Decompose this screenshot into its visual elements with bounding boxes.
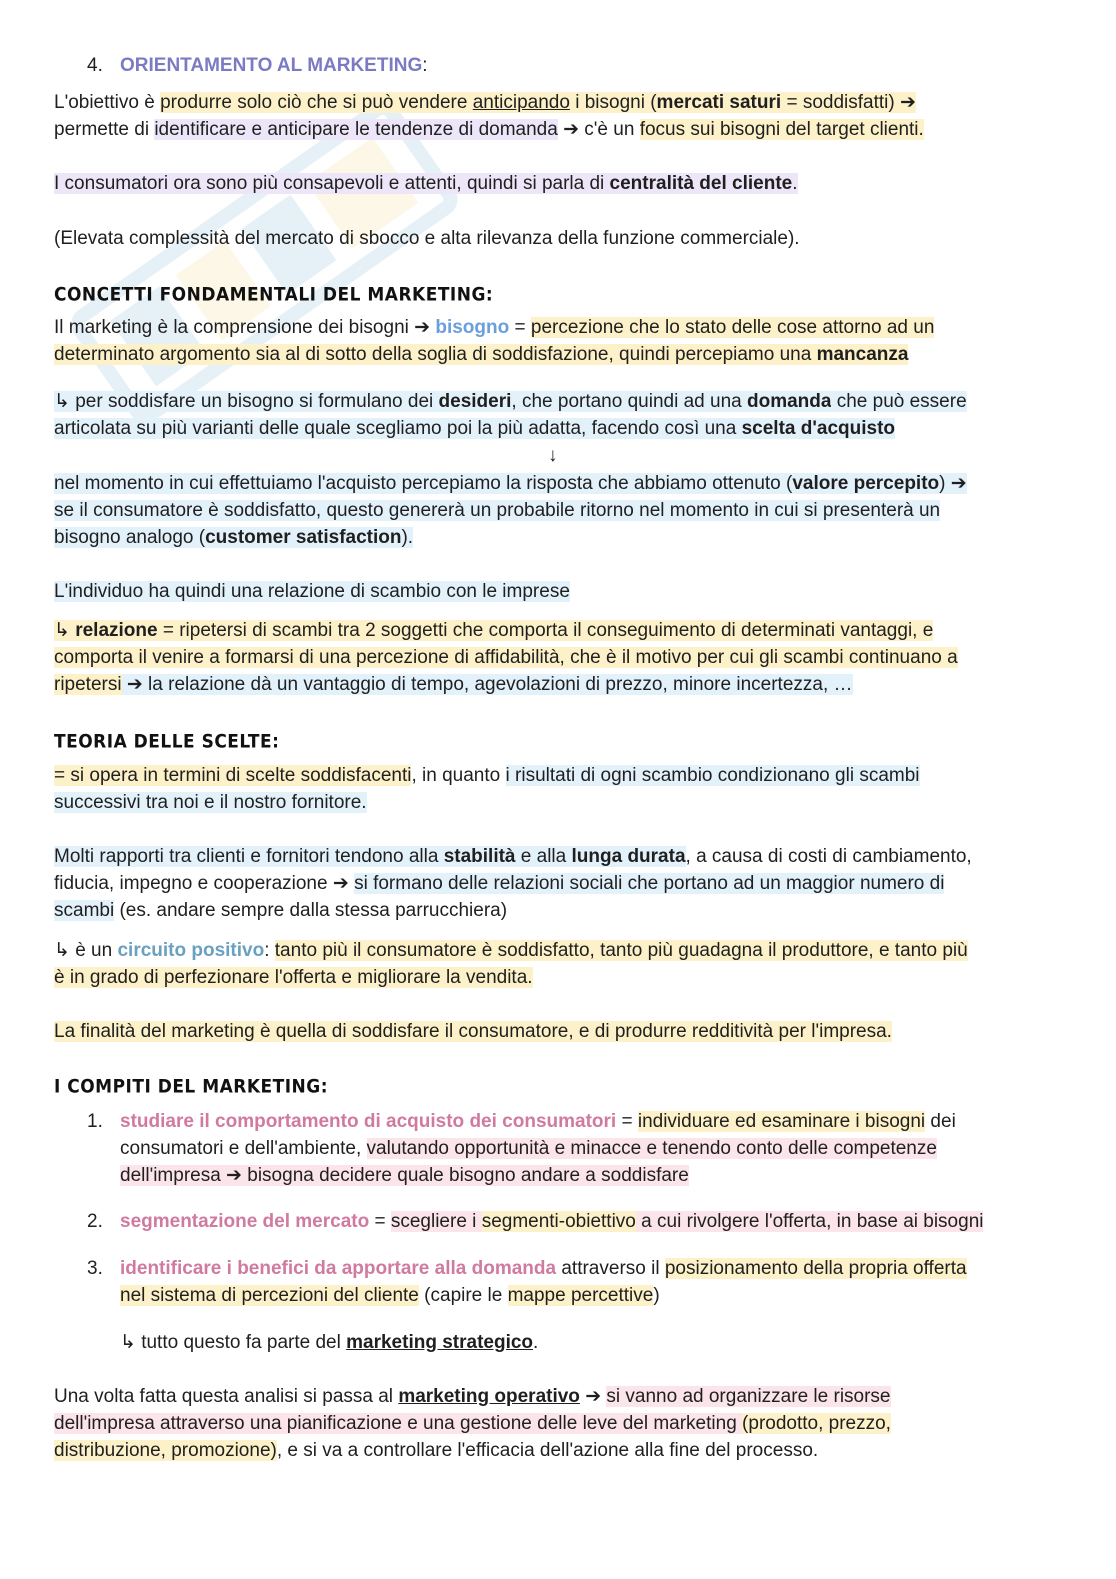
list-item-line: dell'impresa ➔ bisogna decidere quale bisogno andare a soddisfare — [120, 1165, 689, 1186]
paragraph-line: (Elevata complessità del mercato di sbocco e alta rilevanza della funzione commerciale). — [54, 228, 800, 249]
section-heading: TEORIA DELLE SCELTE: — [54, 731, 280, 753]
list-number: 3. — [87, 1258, 103, 1279]
paragraph-line: se il consumatore è soddisfatto, questo genererà un probabile ritorno nel momento in cui si presenterà un — [54, 500, 941, 521]
list-number: 4. — [87, 55, 103, 76]
paragraph-line: I consumatori ora sono più consapevoli e attenti, quindi si parla di centralità del cliente. — [54, 173, 798, 194]
paragraph-line: articolata su più varianti delle quale scegliamo poi la più adatta, facendo così una scelta d'acquisto — [54, 418, 896, 439]
paragraph-line: scambi (es. andare sempre dalla stessa parrucchiera) — [54, 900, 508, 921]
paragraph-line: ↳ per soddisfare un bisogno si formulano dei desideri, che portano quindi ad una domanda che può essere — [54, 391, 967, 412]
paragraph-line: ↳ relazione = ripetersi di scambi tra 2 soggetti che comporta il conseguimento di determinati vantaggi, e — [54, 620, 934, 641]
list-number: 2. — [87, 1211, 103, 1232]
paragraph-line: = si opera in termini di scelte soddisfacenti, in quanto i risultati di ogni scambio condizionano gli scambi — [54, 765, 920, 786]
list-item-line: consumatori e dell'ambiente, valutando opportunità e minacce e tenendo conto delle competenze — [120, 1138, 937, 1159]
paragraph-line: distribuzione, promozione), e si va a controllare l'efficacia dell'azione alla fine del processo. — [54, 1440, 819, 1461]
paragraph-line: è in grado di perfezionare l'offerta e migliorare la vendita. — [54, 967, 533, 988]
paragraph-line: L'obiettivo è produrre solo ciò che si può vendere anticipando i bisogni (mercati saturi = soddisfatti) ➔ — [54, 92, 916, 113]
paragraph-line: Il marketing è la comprensione dei bisogni ➔ bisogno = percezione che lo stato delle cose attorno ad un — [54, 317, 935, 338]
paragraph-line: bisogno analogo (customer satisfaction). — [54, 527, 414, 548]
list-item-line: studiare il comportamento di acquisto dei consumatori = individuare ed esaminare i bisogni dei — [120, 1111, 956, 1132]
paragraph-line: fiducia, impegno e cooperazione ➔ si formano delle relazioni sociali che portano ad un maggior numero di — [54, 873, 945, 894]
paragraph-line: dell'impresa attraverso una pianificazione e una gestione delle leve del marketing (prodotto, prezzo, — [54, 1413, 891, 1434]
list-item-line: identificare i benefici da apportare alla domanda attraverso il posizionamento della propria offerta — [120, 1258, 967, 1279]
section-heading: CONCETTI FONDAMENTALI DEL MARKETING: — [54, 284, 494, 306]
list-number: 1. — [87, 1111, 103, 1132]
section-title: ORIENTAMENTO AL MARKETING: — [120, 55, 428, 76]
paragraph-line: determinato argomento sia al di sotto della soglia di soddisfazione, quindi percepiamo una mancanza — [54, 344, 909, 365]
orientamento-title: ORIENTAMENTO AL MARKETING — [120, 55, 423, 76]
list-item-line: nel sistema di percezioni del cliente (capire le mappe percettive) — [120, 1285, 660, 1306]
paragraph-line: nel momento in cui effettuiamo l'acquisto percepiamo la risposta che abbiamo ottenuto (valore percepito) ➔ — [54, 473, 967, 494]
paragraph-line: L'individuo ha quindi una relazione di scambio con le imprese — [54, 581, 570, 602]
paragraph-line: permette di identificare e anticipare le tendenze di domanda ➔ c'è un focus sui bisogni del target clienti. — [54, 119, 924, 140]
paragraph-line: successivi tra noi e il nostro fornitore. — [54, 792, 367, 813]
paragraph-line: ↳ è un circuito positivo: tanto più il consumatore è soddisfatto, tanto più guadagna il produttore, e tanto più — [54, 940, 968, 961]
paragraph-line: ↳ tutto questo fa parte del marketing strategico. — [120, 1332, 539, 1353]
list-item-line: segmentazione del mercato = scegliere i segmenti-obiettivo a cui rivolgere l'offerta, in base ai bisogni — [120, 1211, 984, 1232]
paragraph-line: La finalità del marketing è quella di soddisfare il consumatore, e di produrre redditività per l'impresa. — [54, 1021, 892, 1042]
paragraph-line: Molti rapporti tra clienti e fornitori tendono alla stabilità e alla lunga durata, a causa di costi di cambiamento, — [54, 846, 972, 867]
paragraph-line: ripetersi ➔ la relazione dà un vantaggio di tempo, agevolazioni di prezzo, minore incertezza, … — [54, 674, 853, 695]
section-heading: I COMPITI DEL MARKETING: — [54, 1076, 329, 1098]
paragraph-line: comporta il venire a formarsi di una percezione di affidabilità, che è il motivo per cui gli scambi continuano a — [54, 647, 958, 668]
paragraph-line: Una volta fatta questa analisi si passa al marketing operativo ➔ si vanno ad organizzare le risorse — [54, 1386, 891, 1407]
down-arrow-icon: ↓ — [548, 445, 558, 466]
